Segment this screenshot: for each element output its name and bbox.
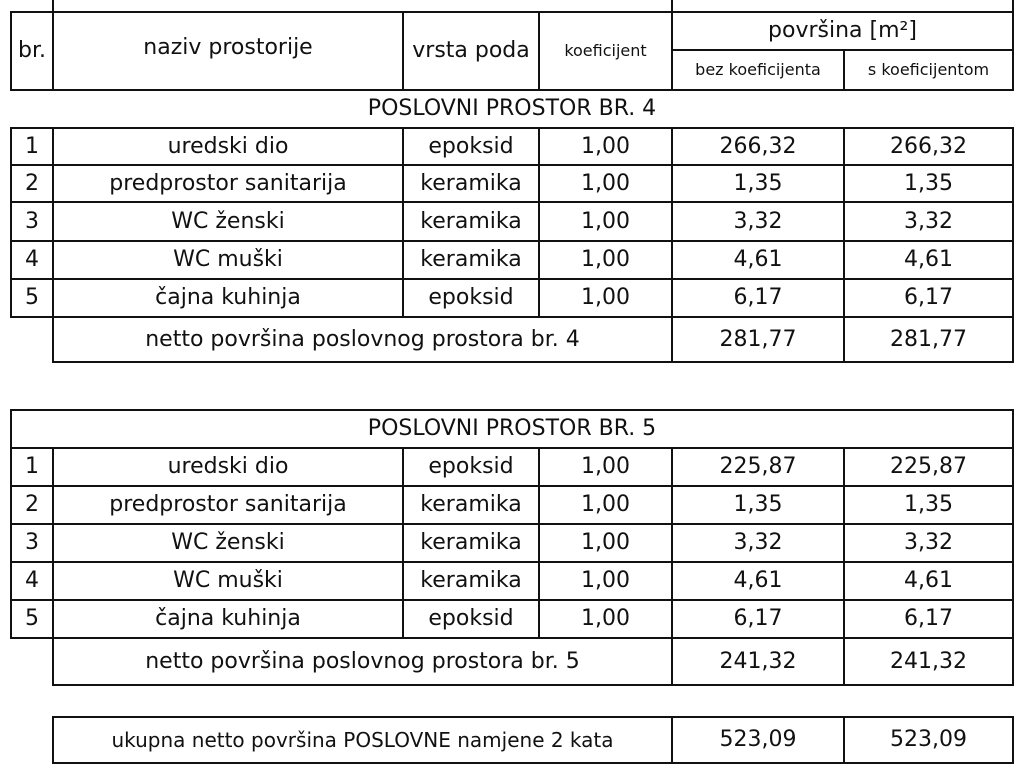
floor-type: epoksid [428, 285, 514, 310]
row-number: 4 [25, 568, 39, 593]
area-without-coef: 4,61 [733, 568, 783, 593]
section-total-label: netto površina poslovnog prostora br. 4 [145, 326, 580, 352]
floor-type: keramika [420, 492, 522, 517]
header-coefficient: koeficijent [564, 41, 647, 60]
floor-type: epoksid [428, 606, 514, 631]
floor-type: keramika [420, 568, 522, 593]
floor-type: keramika [420, 247, 522, 272]
area-without-coef: 6,17 [733, 285, 783, 310]
header-room-name: naziv prostorije [143, 35, 313, 60]
section-total-label: netto površina poslovnog prostora br. 5 [145, 648, 580, 674]
area-with-coef: 4,61 [904, 568, 953, 593]
area-with-coef: 1,35 [904, 492, 953, 517]
room-name: WC muški [173, 568, 283, 593]
row-number: 1 [25, 454, 39, 479]
coefficient: 1,00 [581, 247, 630, 272]
area-without-coef: 4,61 [733, 247, 783, 272]
table-section-5 [0, 400, 1024, 690]
grand-total-without-coef: 523,09 [719, 727, 797, 752]
room-name: predprostor sanitarija [109, 170, 347, 196]
area-with-coef: 6,17 [904, 606, 953, 631]
header-area-without-coef: bez koeficijenta [695, 60, 821, 79]
coefficient: 1,00 [581, 170, 630, 196]
row-number: 4 [25, 247, 39, 272]
floor-type: keramika [420, 208, 522, 234]
floor-type: keramika [420, 530, 522, 555]
coefficient: 1,00 [581, 208, 630, 234]
coefficient: 1,00 [581, 606, 630, 631]
coefficient: 1,00 [581, 285, 630, 310]
grand-total-with-coef: 523,09 [890, 727, 967, 752]
area-without-coef: 3,32 [733, 208, 783, 234]
row-number: 2 [25, 492, 39, 517]
row-number: 2 [25, 170, 39, 196]
section-total-without-coef: 241,32 [719, 648, 797, 674]
floor-type: epoksid [428, 133, 514, 159]
floor-type: epoksid [428, 454, 514, 479]
coefficient: 1,00 [581, 133, 630, 159]
area-with-coef: 225,87 [890, 454, 967, 479]
area-without-coef: 1,35 [733, 170, 783, 196]
header-br: br. [18, 38, 46, 63]
grand-total-label: ukupna netto površina POSLOVNE namjene 2 kata [111, 728, 614, 752]
header-area-with-coef: s koeficijentom [867, 60, 990, 79]
section-total-with-coef: 241,32 [890, 648, 967, 674]
area-without-coef: 266,32 [719, 133, 797, 159]
area-with-coef: 266,32 [890, 133, 967, 159]
area-with-coef: 3,32 [904, 208, 953, 234]
header-floor-type: vrsta poda [412, 38, 530, 63]
room-name: uredski dio [167, 133, 289, 159]
coefficient: 1,00 [581, 454, 630, 479]
row-number: 1 [25, 133, 39, 159]
section-title: POSLOVNI PROSTOR BR. 4 [367, 96, 657, 121]
area-without-coef: 6,17 [733, 606, 783, 631]
grand-total-table [0, 712, 1024, 768]
room-name: WC muški [173, 247, 283, 272]
section-total-with-coef: 281,77 [890, 326, 967, 352]
room-name: WC ženski [171, 208, 285, 234]
room-name: WC ženski [171, 530, 285, 555]
area-without-coef: 1,35 [733, 492, 783, 517]
area-with-coef: 4,61 [904, 247, 953, 272]
floor-type: keramika [420, 170, 522, 196]
area-with-coef: 6,17 [904, 285, 953, 310]
row-number: 5 [25, 606, 39, 631]
room-name: predprostor sanitarija [109, 492, 347, 517]
room-name: čajna kuhinja [155, 606, 301, 631]
room-name: uredski dio [167, 454, 289, 479]
section-total-without-coef: 281,77 [719, 326, 797, 352]
coefficient: 1,00 [581, 492, 630, 517]
row-number: 3 [25, 530, 39, 555]
coefficient: 1,00 [581, 568, 630, 593]
area-with-coef: 3,32 [904, 530, 953, 555]
area-with-coef: 1,35 [904, 170, 953, 196]
table-section-4 [0, 0, 1024, 366]
room-name: čajna kuhinja [155, 285, 301, 310]
coefficient: 1,00 [581, 530, 630, 555]
area-without-coef: 3,32 [733, 530, 783, 555]
section-title: POSLOVNI PROSTOR BR. 5 [367, 416, 657, 441]
area-without-coef: 225,87 [719, 454, 797, 479]
row-number: 3 [25, 208, 39, 234]
header-area: površina [m²] [768, 18, 917, 43]
row-number: 5 [25, 285, 39, 310]
